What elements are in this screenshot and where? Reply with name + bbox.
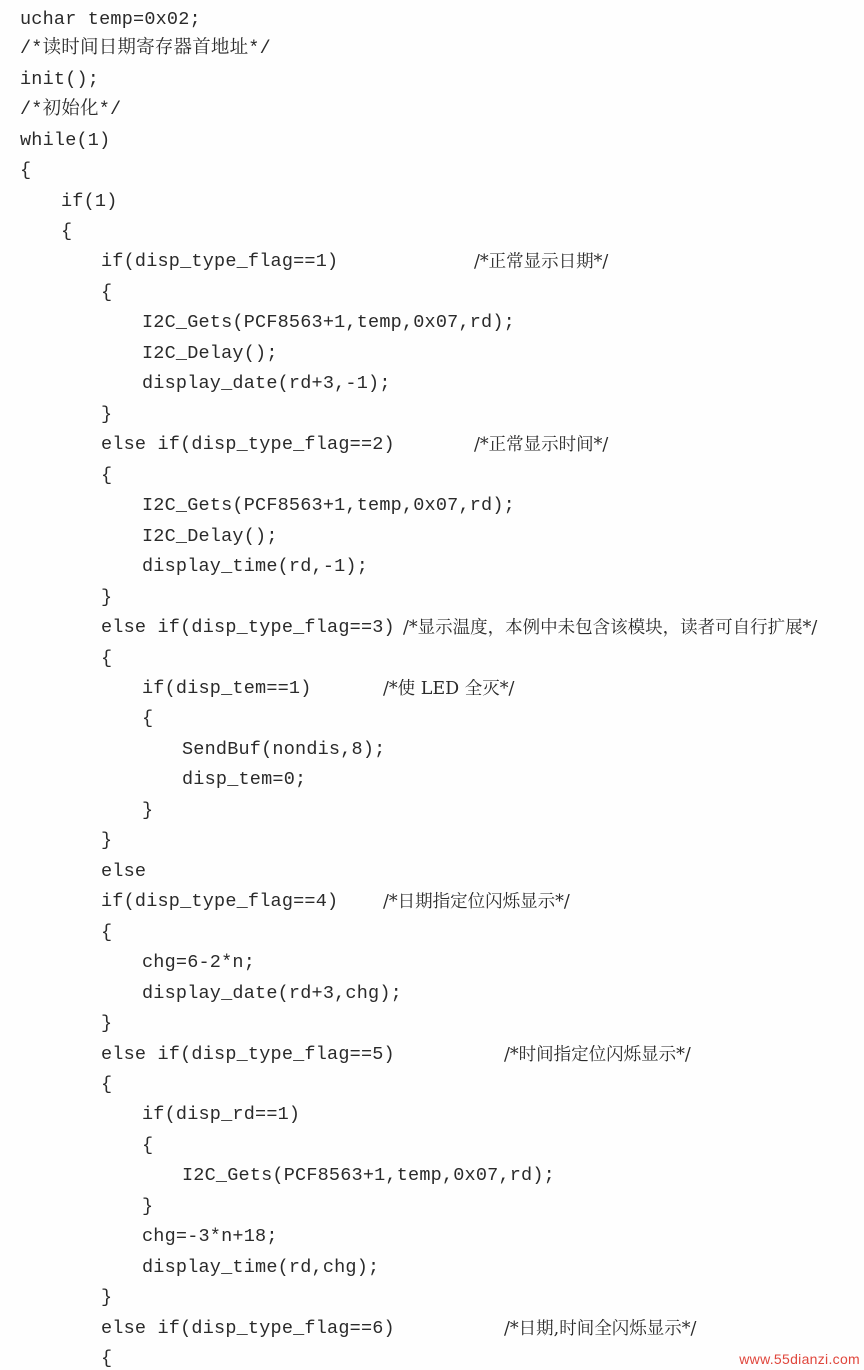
code-line-32: chg=6-2*n; <box>142 952 256 973</box>
code-line-15: else if(disp_type_flag==2) <box>101 434 395 455</box>
comment-date-blink: /*日期指定位闪烁显示*/ <box>383 892 570 912</box>
code-line-2: /*读时间日期寄存器首地址*/ <box>20 38 271 59</box>
code-line-30: if(disp_type_flag==4) <box>101 891 339 912</box>
code-line-1: uchar temp=0x02; <box>20 9 201 30</box>
code-line-39: I2C_Gets(PCF8563+1,temp,0x07,rd); <box>182 1165 555 1186</box>
code-line-4: /*初始化*/ <box>20 99 122 120</box>
code-line-9: if(disp_type_flag==1) <box>101 251 339 272</box>
code-line-18: I2C_Delay(); <box>142 526 278 547</box>
code-line-20: } <box>101 587 113 608</box>
code-line-7: if(1) <box>61 191 118 212</box>
code-line-8: { <box>61 221 73 242</box>
code-line-12: I2C_Delay(); <box>142 343 278 364</box>
code-line-6: { <box>20 160 32 181</box>
code-line-22: { <box>101 648 113 669</box>
code-line-26: disp_tem=0; <box>182 769 307 790</box>
code-line-10: { <box>101 282 113 303</box>
code-line-42: display_time(rd,chg); <box>142 1257 380 1278</box>
code-line-31: { <box>101 922 113 943</box>
code-line-28: } <box>101 830 113 851</box>
code-line-29: else <box>101 861 147 882</box>
code-line-5: while(1) <box>20 130 111 151</box>
comment-normal-date: /*正常显示日期*/ <box>474 252 609 272</box>
code-line-41: chg=-3*n+18; <box>142 1226 278 1247</box>
code-line-38: { <box>142 1135 154 1156</box>
code-line-14: } <box>101 404 113 425</box>
code-line-43: } <box>101 1287 113 1308</box>
code-line-24: { <box>142 708 154 729</box>
code-line-45: { <box>101 1348 113 1369</box>
comment-normal-time: /*正常显示时间*/ <box>474 435 609 455</box>
code-line-35: else if(disp_type_flag==5) <box>101 1044 395 1065</box>
code-line-23: if(disp_tem==1) <box>142 678 312 699</box>
code-line-25: SendBuf(nondis,8); <box>182 739 386 760</box>
code-line-40: } <box>142 1196 154 1217</box>
comment-time-blink: /*时间指定位闪烁显示*/ <box>504 1045 691 1065</box>
code-line-36: { <box>101 1074 113 1095</box>
code-line-37: if(disp_rd==1) <box>142 1104 301 1125</box>
code-line-19: display_time(rd,-1); <box>142 556 369 577</box>
code-line-13: display_date(rd+3,-1); <box>142 373 391 394</box>
code-line-11: I2C_Gets(PCF8563+1,temp,0x07,rd); <box>142 312 515 333</box>
code-line-44: else if(disp_type_flag==6) <box>101 1318 395 1339</box>
code-line-21: else if(disp_type_flag==3) <box>101 617 395 638</box>
code-line-27: } <box>142 800 154 821</box>
code-line-3: init(); <box>20 69 100 90</box>
code-line-16: { <box>101 465 113 486</box>
comment-all-blink: /*日期,时间全闪烁显示*/ <box>504 1319 697 1339</box>
code-line-17: I2C_Gets(PCF8563+1,temp,0x07,rd); <box>142 495 515 516</box>
code-line-33: display_date(rd+3,chg); <box>142 983 402 1004</box>
site-watermark: www.55dianzi.com <box>739 1351 860 1367</box>
comment-led-off: /*使 LED 全灭*/ <box>383 679 515 699</box>
comment-temperature: /*显示温度，本例中未包含该模块，读者可自行扩展*/ <box>403 618 818 638</box>
code-line-34: } <box>101 1013 113 1034</box>
